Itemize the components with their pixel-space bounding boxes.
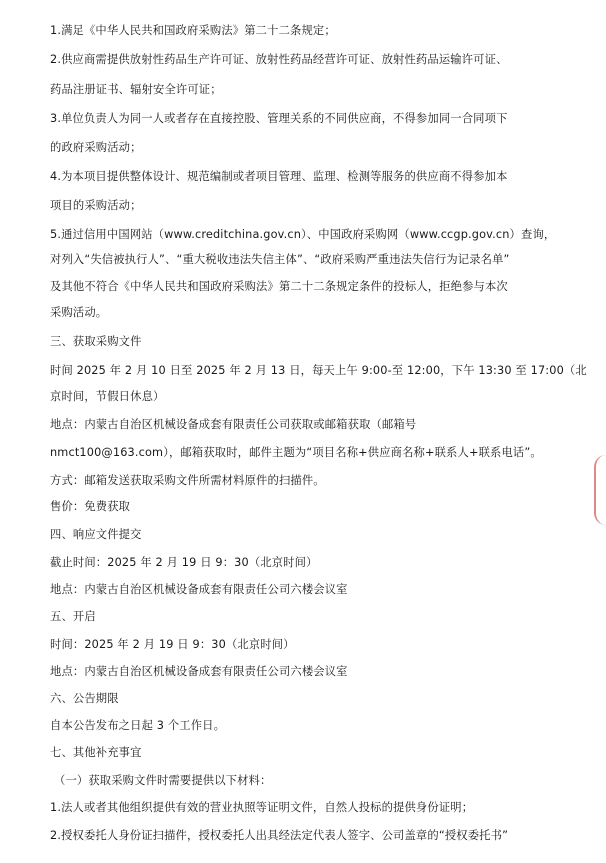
text-line-10: 及其他不符合《中华人民共和国政府采购法》第二十二条规定条件的投标人，拒绝参与本次 <box>50 280 508 293</box>
text-line-28: （一）获取采购文件时需要提供以下材料： <box>54 774 272 787</box>
seal-stamp-edge <box>594 455 606 525</box>
text-line-21: 地点：内蒙古自治区机械设备成套有限责任公司六楼会议室 <box>50 583 348 596</box>
text-line-1: 1.满足《中华人民共和国政府采购法》第二十二条规定； <box>50 24 336 37</box>
text-line-8: 5.通过信用中国网站（www.creditchina.gov.cn）、中国政府采购网（www.ccgp.gov.cn）查询， <box>50 228 556 241</box>
text-line-9: 对列入“失信被执行人”、“重大税收违法失信主体”、“政府采购严重违法失信行为记录名单” <box>50 253 510 266</box>
section-heading-5: 五、开启 <box>50 610 96 623</box>
text-line-23: 时间：2025 年 2 月 19 日 9：30（北京时间） <box>50 638 295 651</box>
text-line-17: 方式：邮箱发送获取采购文件所需材料原件的扫描件。 <box>50 474 325 487</box>
text-line-6: 4.为本项目提供整体设计、规范编制或者项目管理、监理、检测等服务的供应商不得参加本 <box>50 170 508 183</box>
text-line-4: 3.单位负责人为同一人或者存在直接控股、管理关系的不同供应商，不得参加同一合同项下 <box>50 112 508 125</box>
section-heading-4: 四、响应文件提交 <box>50 528 142 541</box>
text-line-11: 采购活动。 <box>50 306 108 319</box>
text-line-18: 售价：免费获取 <box>50 500 131 513</box>
text-line-29: 1.法人或者其他组织提供有效的营业执照等证明文件，自然人投标的提供身份证明； <box>50 801 474 814</box>
text-line-14: 京时间，节假日休息） <box>50 390 165 403</box>
text-line-30: 2.授权委托人身份证扫描件，授权委托人出具经法定代表人签字、公司盖章的“授权委托书” <box>50 829 509 842</box>
text-line-16: nmct100@163.com），邮箱获取时，邮件主题为“项目名称+供应商名称+联系人+联系电话”。 <box>50 446 542 459</box>
text-line-20: 截止时间：2025 年 2 月 19 日 9：30（北京时间） <box>50 556 318 569</box>
text-line-7: 项目的采购活动； <box>50 199 142 212</box>
text-line-3: 药品注册证书、辐射安全许可证； <box>50 83 222 96</box>
text-line-13: 时间 2025 年 2 月 10 日至 2025 年 2 月 13 日，每天上午 9:00-至 12:00，下午 13:30 至 17:00（北 <box>50 364 587 377</box>
text-line-2: 2.供应商需提供放射性药品生产许可证、放射性药品经营许可证、放射性药品运输许可证、 <box>50 53 508 66</box>
text-line-26: 自本公告发布之日起 3 个工作日。 <box>50 719 226 732</box>
section-heading-6: 六、公告期限 <box>50 692 119 705</box>
section-heading-7: 七、其他补充事宜 <box>50 746 142 759</box>
section-heading-3: 三、获取采购文件 <box>50 335 142 348</box>
text-line-15: 地点：内蒙古自治区机械设备成套有限责任公司获取或邮箱获取（邮箱号 <box>50 418 417 431</box>
text-line-5: 的政府采购活动； <box>50 141 142 154</box>
text-line-24: 地点：内蒙古自治区机械设备成套有限责任公司六楼会议室 <box>50 665 348 678</box>
